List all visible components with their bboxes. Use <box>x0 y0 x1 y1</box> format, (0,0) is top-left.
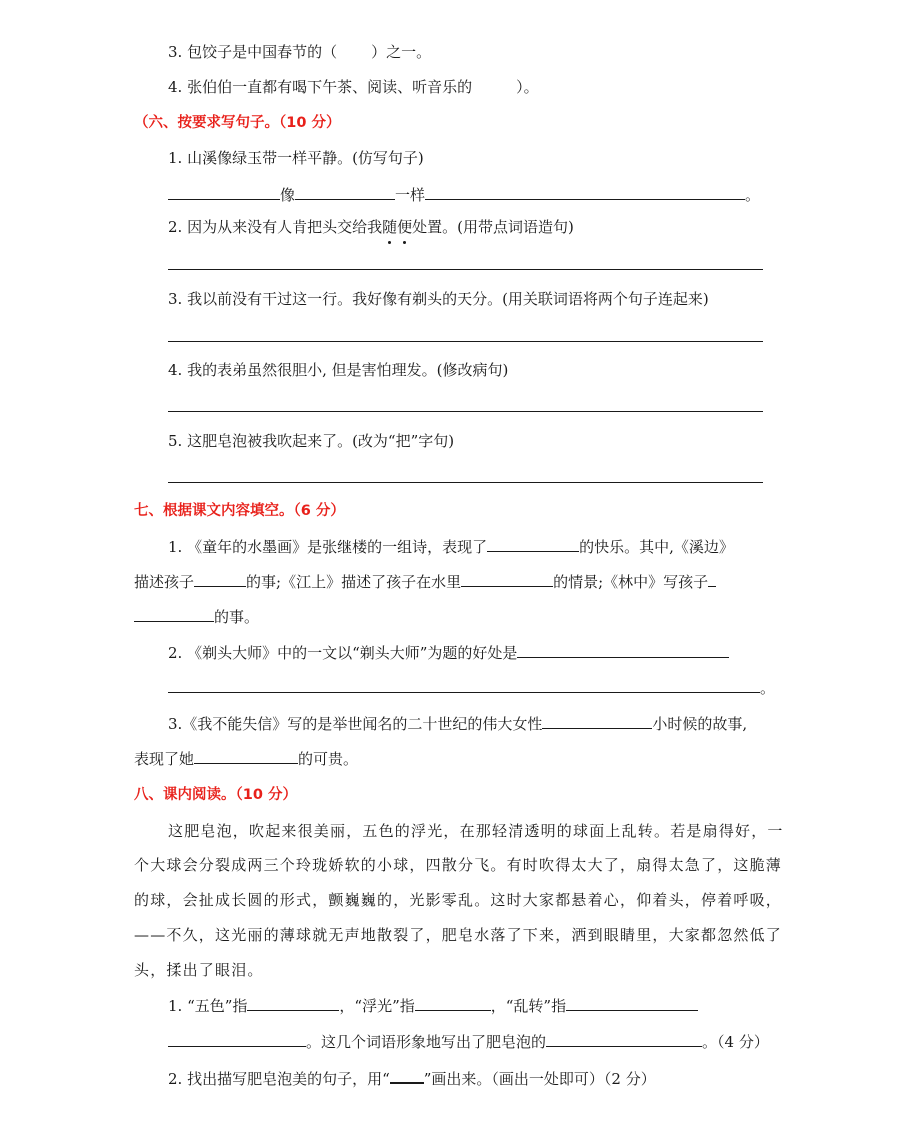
blank[interactable] <box>168 184 280 200</box>
passage-line: 这肥皂泡，吹起来很美丽，五色的浮光，在那轻清透明的球面上乱转。若是扇得好，一 <box>168 822 784 840</box>
answer-line[interactable] <box>168 482 763 483</box>
blank[interactable] <box>168 677 760 693</box>
dotted-char: 随 <box>382 218 398 236</box>
answer-line[interactable] <box>168 341 763 342</box>
section-8-heading: 八、课内阅读。（10 分） <box>134 787 297 803</box>
blank[interactable] <box>461 571 553 587</box>
blank[interactable] <box>168 1031 306 1047</box>
underline-sample <box>390 1067 424 1084</box>
s8-q1-line1: 1. “五色”指 ，“浮光”指 ，“乱转”指 <box>168 995 698 1017</box>
blank[interactable] <box>247 995 339 1011</box>
s6-q1: 1. 山溪像绿玉带一样平静。(仿写句子) <box>168 149 424 167</box>
s5-q4: 4. 张伯伯一直都有喝下午茶、阅读、听音乐的 ）。 <box>168 78 539 96</box>
answer-line[interactable] <box>168 269 763 270</box>
s6-q2: 2. 因为从来没有人肯把头交给我随便处置。(用带点词语造句) <box>168 218 574 236</box>
blank[interactable] <box>295 184 395 200</box>
s6-q4: 4. 我的表弟虽然很胆小, 但是害怕理发。(修改病句) <box>168 361 509 379</box>
blank[interactable] <box>194 748 298 764</box>
s6-q5: 5. 这肥皂泡被我吹起来了。(改为“把”字句) <box>168 432 455 450</box>
blank[interactable] <box>487 536 579 552</box>
blank[interactable] <box>415 995 491 1011</box>
blank[interactable] <box>566 995 698 1011</box>
blank[interactable] <box>542 713 652 729</box>
passage-line: ——不久，这光丽的薄球就无声地散裂了，肥皂水落了下来，洒到眼睛里，大家都忽然低了 <box>134 926 783 944</box>
s7-q3-line1: 3.《我不能失信》写的是举世闻名的二十世纪的伟大女性 小时候的故事, <box>168 715 748 733</box>
s7-q1-line2: 描述孩子 的事;《江上》描述了孩子在水里 的情景;《林中》写孩子 <box>134 571 716 593</box>
passage-line: 头，揉出了眼泪。 <box>134 961 264 979</box>
answer-line[interactable] <box>168 411 763 412</box>
dotted-char: 便 <box>397 218 413 236</box>
blank[interactable] <box>708 571 716 587</box>
blank[interactable] <box>194 571 246 587</box>
blank[interactable] <box>546 1031 702 1047</box>
s7-q2-line2: 。 <box>168 677 775 699</box>
passage-line: 的球，会扯成长圆的形式，颤巍巍的，光影零乱。这时大家都悬着心，仰着头，停着呼吸， <box>134 891 783 909</box>
s6-q3: 3. 我以前没有干过这一行。我好像有剃头的天分。(用关联词语将两个句子连起来) <box>168 290 709 308</box>
s7-q1-line1: 1. 《童年的水墨画》是张继楼的一组诗，表现了 的快乐。其中,《溪边》 <box>168 538 734 556</box>
s8-q1-line2: 。这几个词语形象地写出了肥皂泡的 。（4 分） <box>168 1031 769 1053</box>
s7-q3-line2: 表现了她 的可贵。 <box>134 750 359 768</box>
blank[interactable] <box>425 184 745 200</box>
s5-q3: 3. 包饺子是中国春节的（ ）之一。 <box>168 43 432 61</box>
s7-q1-line3: 的事。 <box>134 606 259 628</box>
s6-q1-answer-line: 像 一样 。 <box>168 184 760 206</box>
s7-q2: 2. 《剃头大师》中的一文以“剃头大师”为题的好处是 <box>168 642 729 664</box>
blank[interactable] <box>517 642 729 658</box>
s8-q2: 2. 找出描写肥皂泡美的句子，用“ ”画出来。（画出一处即可）（2 分） <box>168 1067 656 1090</box>
section-7-heading: 七、根据课文内容填空。（6 分） <box>134 503 345 519</box>
section-6-heading: （六、按要求写句子。（10 分） <box>134 115 341 131</box>
passage-line: 个大球会分裂成两三个玲珑娇软的小球，四散分飞。有时吹得太大了，扇得太急了，这脆薄 <box>134 856 783 874</box>
blank[interactable] <box>134 606 214 622</box>
